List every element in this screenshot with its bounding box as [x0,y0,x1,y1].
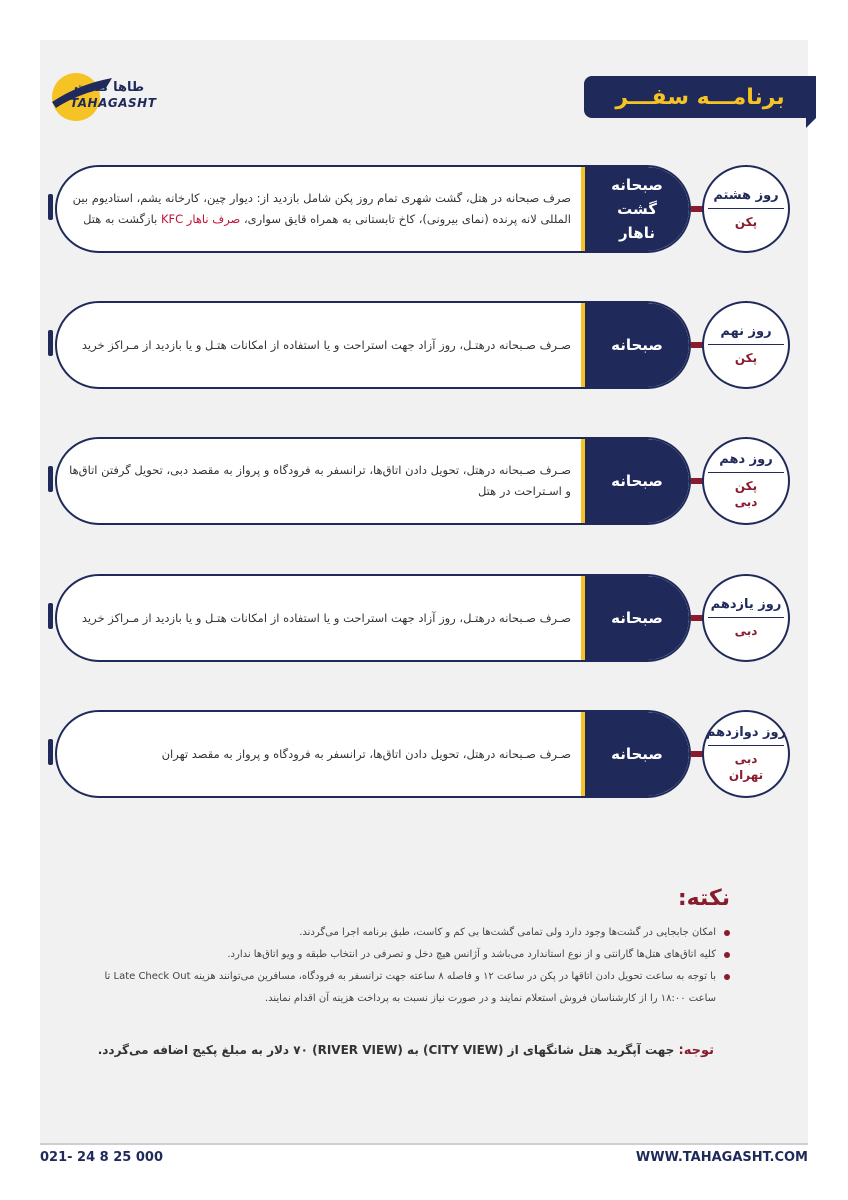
logo-text-fa: طاها گشت [74,80,145,95]
day-label: روز دوازدهم [705,725,787,740]
divider [708,617,784,618]
day-row [50,165,790,253]
note-text: امکان جابجایی در گشت‌ها وجود دارد ولی تمامی گشت‌ها بی کم و کاست، طبق برنامه اجرا می‌گردند. [299,927,716,938]
meal-box [581,576,689,660]
day-description [69,712,571,796]
meal-box [581,167,689,251]
list-item [90,966,730,1010]
title-banner [584,76,816,118]
meal-label: صبحانه [611,609,663,627]
city-label: تهران [728,768,764,782]
day-description [69,576,571,660]
day-row [50,710,790,798]
day-description [69,439,571,523]
day-badge [702,437,790,525]
day-card [55,437,691,525]
day-badge [702,165,790,253]
desc-highlight: صرف ناهار KFC [160,212,241,226]
city-label: پکن [734,351,758,365]
city-label: دبی [734,495,758,509]
divider [708,208,784,209]
divider [708,344,784,345]
bullet-icon [724,952,730,958]
meal-label: ناهار [619,224,655,242]
meal-label: صبحانه [611,745,663,763]
meal-label: صبحانه [611,472,663,490]
logo-text-en: TAHAGASHT [70,96,157,110]
meal-label: صبحانه [611,336,663,354]
attention-label: توجه: [678,1043,714,1058]
day-row [50,437,790,525]
day-card [55,574,691,662]
notes-list [90,922,730,1010]
desc-text: صـرف صـبحانه درهتـل، روز آزاد جهت استراحت و یا استفاده از امکانات هتـل و یا بازدید از مـراکز خرید [81,610,571,625]
day-card [55,710,691,798]
day-label: روز یازدهم [710,597,782,612]
day-description [69,167,571,251]
list-item [90,944,730,966]
divider [708,745,784,746]
footer-divider [40,1143,808,1145]
bullet-icon [724,974,730,980]
meal-box [581,303,689,387]
day-card [55,301,691,389]
city-label: پکن [734,215,758,229]
desc-text: صـرف صـبحانه درهتـل، روز آزاد جهت استراحت و یا استفاده از امکانات هتـل و یا بازدید از مـراکز خرید [81,337,571,352]
card-tab [48,330,53,356]
day-row [50,574,790,662]
city-label: دبی [734,624,758,638]
day-label: روز دهم [719,452,773,467]
day-description [69,303,571,387]
meal-box [581,439,689,523]
list-item [90,922,730,944]
city-label: دبی [734,752,758,766]
note-text: کلیه اتاق‌های هتل‌ها گارانتی و از نوع استاندارد می‌باشد و آژانس هیچ دخل و تصرفی در انتخاب طبقه و ویو اتاق‌ها ندارد. [227,949,716,960]
city-label: پکن [734,479,758,493]
card-tab [48,466,53,492]
divider [708,472,784,473]
day-row [50,301,790,389]
day-label: روز نهم [720,324,772,339]
desc-text: صرف صبحانه در هتل، گشت شهری تمام روز پکن شامل بازدید از: دیوار چین، کارخانه یشم، استادیوم بین المللی لانه پرنده (نمای بیرونی)، کاخ تابستانی به همراه قایق سواری، [72,191,571,226]
meal-box [581,712,689,796]
day-badge [702,301,790,389]
notes-heading: نکته: [677,886,730,911]
attention-text: جهت آپگرید هتل شانگهای از (CITY VIEW) به (RIVER VIEW) ۷۰ دلار به مبلغ پکیج اضافه می‌گردد. [97,1043,679,1057]
card-tab [48,739,53,765]
desc-text: بازگشت به هتل [83,212,161,226]
meal-label: گشت [617,200,657,218]
website-link[interactable]: WWW.TAHAGASHT.COM [635,1150,808,1165]
page-title: برنامـــه سفـــر [615,84,785,110]
attention-note [98,1043,714,1058]
day-badge [702,710,790,798]
card-tab [48,194,53,220]
meal-label: صبحانه [611,176,663,194]
desc-text: صـرف صـبحانه درهتل، تحویل دادن اتاق‌ها، ترانسفر به فرودگاه و پرواز به مقصد دبی، تحویل گرفتن اتاق‌ها و اسـتراحت در هتل [69,463,571,498]
bullet-icon [724,930,730,936]
desc-text: صـرف صـبحانه درهتل، تحویل دادن اتاق‌ها، ترانسفر به فرودگاه و پرواز به مقصد تهران [161,746,571,761]
day-badge [702,574,790,662]
card-tab [48,603,53,629]
day-label: روز هشتم [713,188,779,203]
phone-number: 021- 24 8 25 000 [40,1150,163,1165]
note-text: با توجه به ساعت تحویل دادن اتاقها در پکن در ساعت ۱۲ و فاصله ۸ ساعته جهت ترانسفر به فرودگاه، مسافرین می‌توانند هزینه Late Check Out تا ساعت ۱۸:۰۰ را از کارشناسان فروش استعلام نمایند و در صورت نیاز نسبت به پرداخت هزینه آن اقدام نمایند. [104,971,716,1004]
banner-fold [806,118,816,128]
day-card [55,165,691,253]
